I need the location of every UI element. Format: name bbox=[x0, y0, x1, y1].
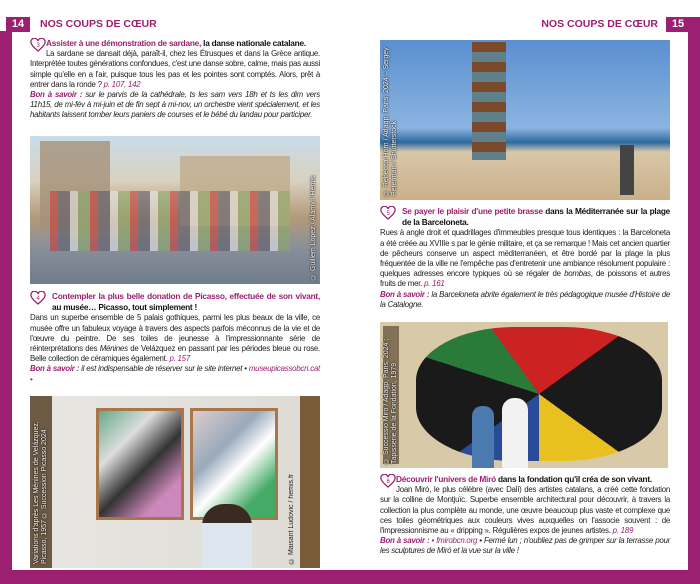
section-body: Joan Miró, le plus célèbre (avec Dalí) des artistes catalans, a créé cette fondation sur la colline de Montjuïc. Superbe ensemble architectural pour découvrir, à travers la collection la plus complète au monde, une œuvre beaucoup plus vaste et complexe que ces toiles géométriques aux couleurs vives auxquelles on l'associe souvent : de l'impressionnisme au « dripping ». Régulières expos de jeunes artistes. bbox=[380, 485, 670, 536]
right-margin-bar bbox=[688, 17, 700, 584]
section-barceloneta: 5 Se payer le plaisir d'une petite brasse dans la Méditerranée sur la plage de la Barceloneta. Rues à angle droit et quadrillages d'immeubles presque tous identiques : la Barceloneta a été créée au XVIIIe s par le génie militaire, et ça se remarque ! Mais cet ancien quartier de pêcheurs conserve un aspect méditerranéen, et être bordé par la plage la plus fréquentée de la ville ne l'empêche pas d'entretenir une ambiance résolument populaire : quelques adresses encore typiques où se régaler de bombas, de poissons et autres fruits de mer. p. 161 Bon à savoir : la Barceloneta abrite également le très pédagogique musée d'Histoire de la Catalogne. bbox=[380, 206, 671, 309]
section-miro: 6 Découvrir l'univers de Miró dans la fondation qu'il créa de son vivant. Joan Miró, le plus célèbre (avec Dalí) des artistes catalans, a créé cette fondation sur la colline de Montjuïc. Superbe ensemble architectural pour découvrir, à travers la collection la plus complète au monde, une œuvre beaucoup plus vaste et complexe que ces toiles géométriques aux couleurs vives auxquelles on l'associe souvent : de l'impressionnisme au « dripping ». Régulières expos de jeunes artistes. p. 189 Bon à savoir : • fmirobcn.org • Fermé lun ; n'oubliez pas de grimper sur la terrasse pour les sculptures de Miró et la vue sur la ville ! bbox=[380, 474, 670, 556]
heart-number-icon bbox=[380, 474, 396, 488]
photo-sardane-dancers bbox=[30, 136, 320, 284]
photo-miro-tapestry bbox=[380, 322, 668, 468]
heart-number-icon bbox=[30, 38, 46, 52]
website-link[interactable]: • fmirobcn.org bbox=[429, 536, 478, 546]
page-ref-link[interactable]: p. 107, 142 bbox=[103, 79, 141, 89]
photo-credit: © Guillem Lopez / Alamy / Hemis bbox=[310, 175, 317, 280]
page-ref-link[interactable]: p. 157 bbox=[169, 354, 190, 364]
left-margin-bar bbox=[0, 31, 12, 584]
photo-credit: Variations d'après Les Ménines de Velázquez, Picasso, 1957 © Succession Picasso 2024 bbox=[33, 421, 48, 564]
page-number-left: 14 bbox=[6, 17, 30, 32]
photo-picasso-museum bbox=[30, 396, 320, 568]
svg-text:6: 6 bbox=[386, 479, 390, 485]
section-title-highlight: Contempler la plus belle donation de Picasso, effectuée de son vivant, bbox=[52, 291, 320, 301]
heart-number-icon bbox=[30, 291, 46, 305]
section-title-highlight: Découvrir l'univers de Miró bbox=[396, 474, 496, 484]
svg-text:3: 3 bbox=[36, 43, 40, 49]
running-head-left: NOS COUPS DE CŒUR bbox=[40, 18, 157, 30]
photo-credit: © Maisant Ludovic / hemis.fr bbox=[288, 473, 295, 564]
section-body: La sardane se dansait déjà, paraît-il, chez les Étrusques et dans la Grèce antique. Interprétée toutes générations confondues, c'est une danse sobre, calme, mais pas aussi simple qu'elle en a l'air, puisque tous les pas et les pointes sont comptés. Alors, prêt à entrer dans la ronde ? bbox=[30, 49, 320, 89]
svg-text:4: 4 bbox=[36, 296, 40, 302]
svg-text:5: 5 bbox=[386, 211, 390, 217]
page-number-right: 15 bbox=[666, 17, 690, 32]
running-head-right: NOS COUPS DE CŒUR bbox=[541, 18, 658, 30]
section-title-highlight: Se payer le plaisir d'une petite brasse bbox=[402, 206, 543, 216]
photo-credit: © Successió Miró / Adagp, Paris, 2024 ; Tapisserie de la Fondation, 1979 bbox=[383, 326, 399, 464]
page-ref-link[interactable]: p. 161 bbox=[424, 279, 445, 289]
website-link[interactable]: museupicassobcn.cat bbox=[248, 364, 320, 374]
page-ref-link[interactable]: p. 189 bbox=[612, 526, 634, 536]
bottom-band bbox=[0, 570, 700, 584]
photo-credit: © Rebecca Horn / Adagp, Paris, 2024 – Sergey Peterman / Shutterstock bbox=[383, 47, 398, 196]
section-picasso: 4 Contempler la plus belle donation de Picasso, effectuée de son vivant, au musée… Picasso, tout simplement ! Dans un superbe ensemble de 5 palais gothiques, parmi les plus beaux de la ville, ce musée offre un fabuleux voyage à travers des aspects parfois méconnus de la vie et de l'œuvre du peintre. De ses toiles de jeunesse à l'impressionnante série de réinterprétations des Ménines de Velázquez en passant par les périodes bleue ou rose. Belle collection de céramiques également. p. 157 Bon à savoir : il est indispensable de réserver sur le site internet • museupicassobcn.cat • bbox=[30, 291, 320, 384]
heart-number-icon bbox=[380, 206, 396, 220]
section-sardane: 3 Assister à une démonstration de sardane, la danse nationale catalane. La sardane se dansait déjà, paraît-il, chez les Étrusques et dans la Grèce antique. Interprétée toutes générations confondues, c'est une danse sobre, calme, mais pas aussi simple qu'elle en a l'air, puisque tous les pas et les pointes sont comptés. Alors, prêt à entrer dans la ronde ? p. 107, 142 Bon à savoir : sur le parvis de la cathédrale, ts les sam vers 18h et ts les dim vers 11h15, de mi-fév à mi-juin et de fin sept à mi-nov, un orchestre vient spécialement, et les habitants laissent tomber leurs paniers de courses et le bébé du landau pour participer. bbox=[30, 38, 320, 120]
photo-barceloneta-beach bbox=[380, 40, 670, 200]
section-title-highlight: Assister à une démonstration de sardane, bbox=[46, 38, 202, 48]
